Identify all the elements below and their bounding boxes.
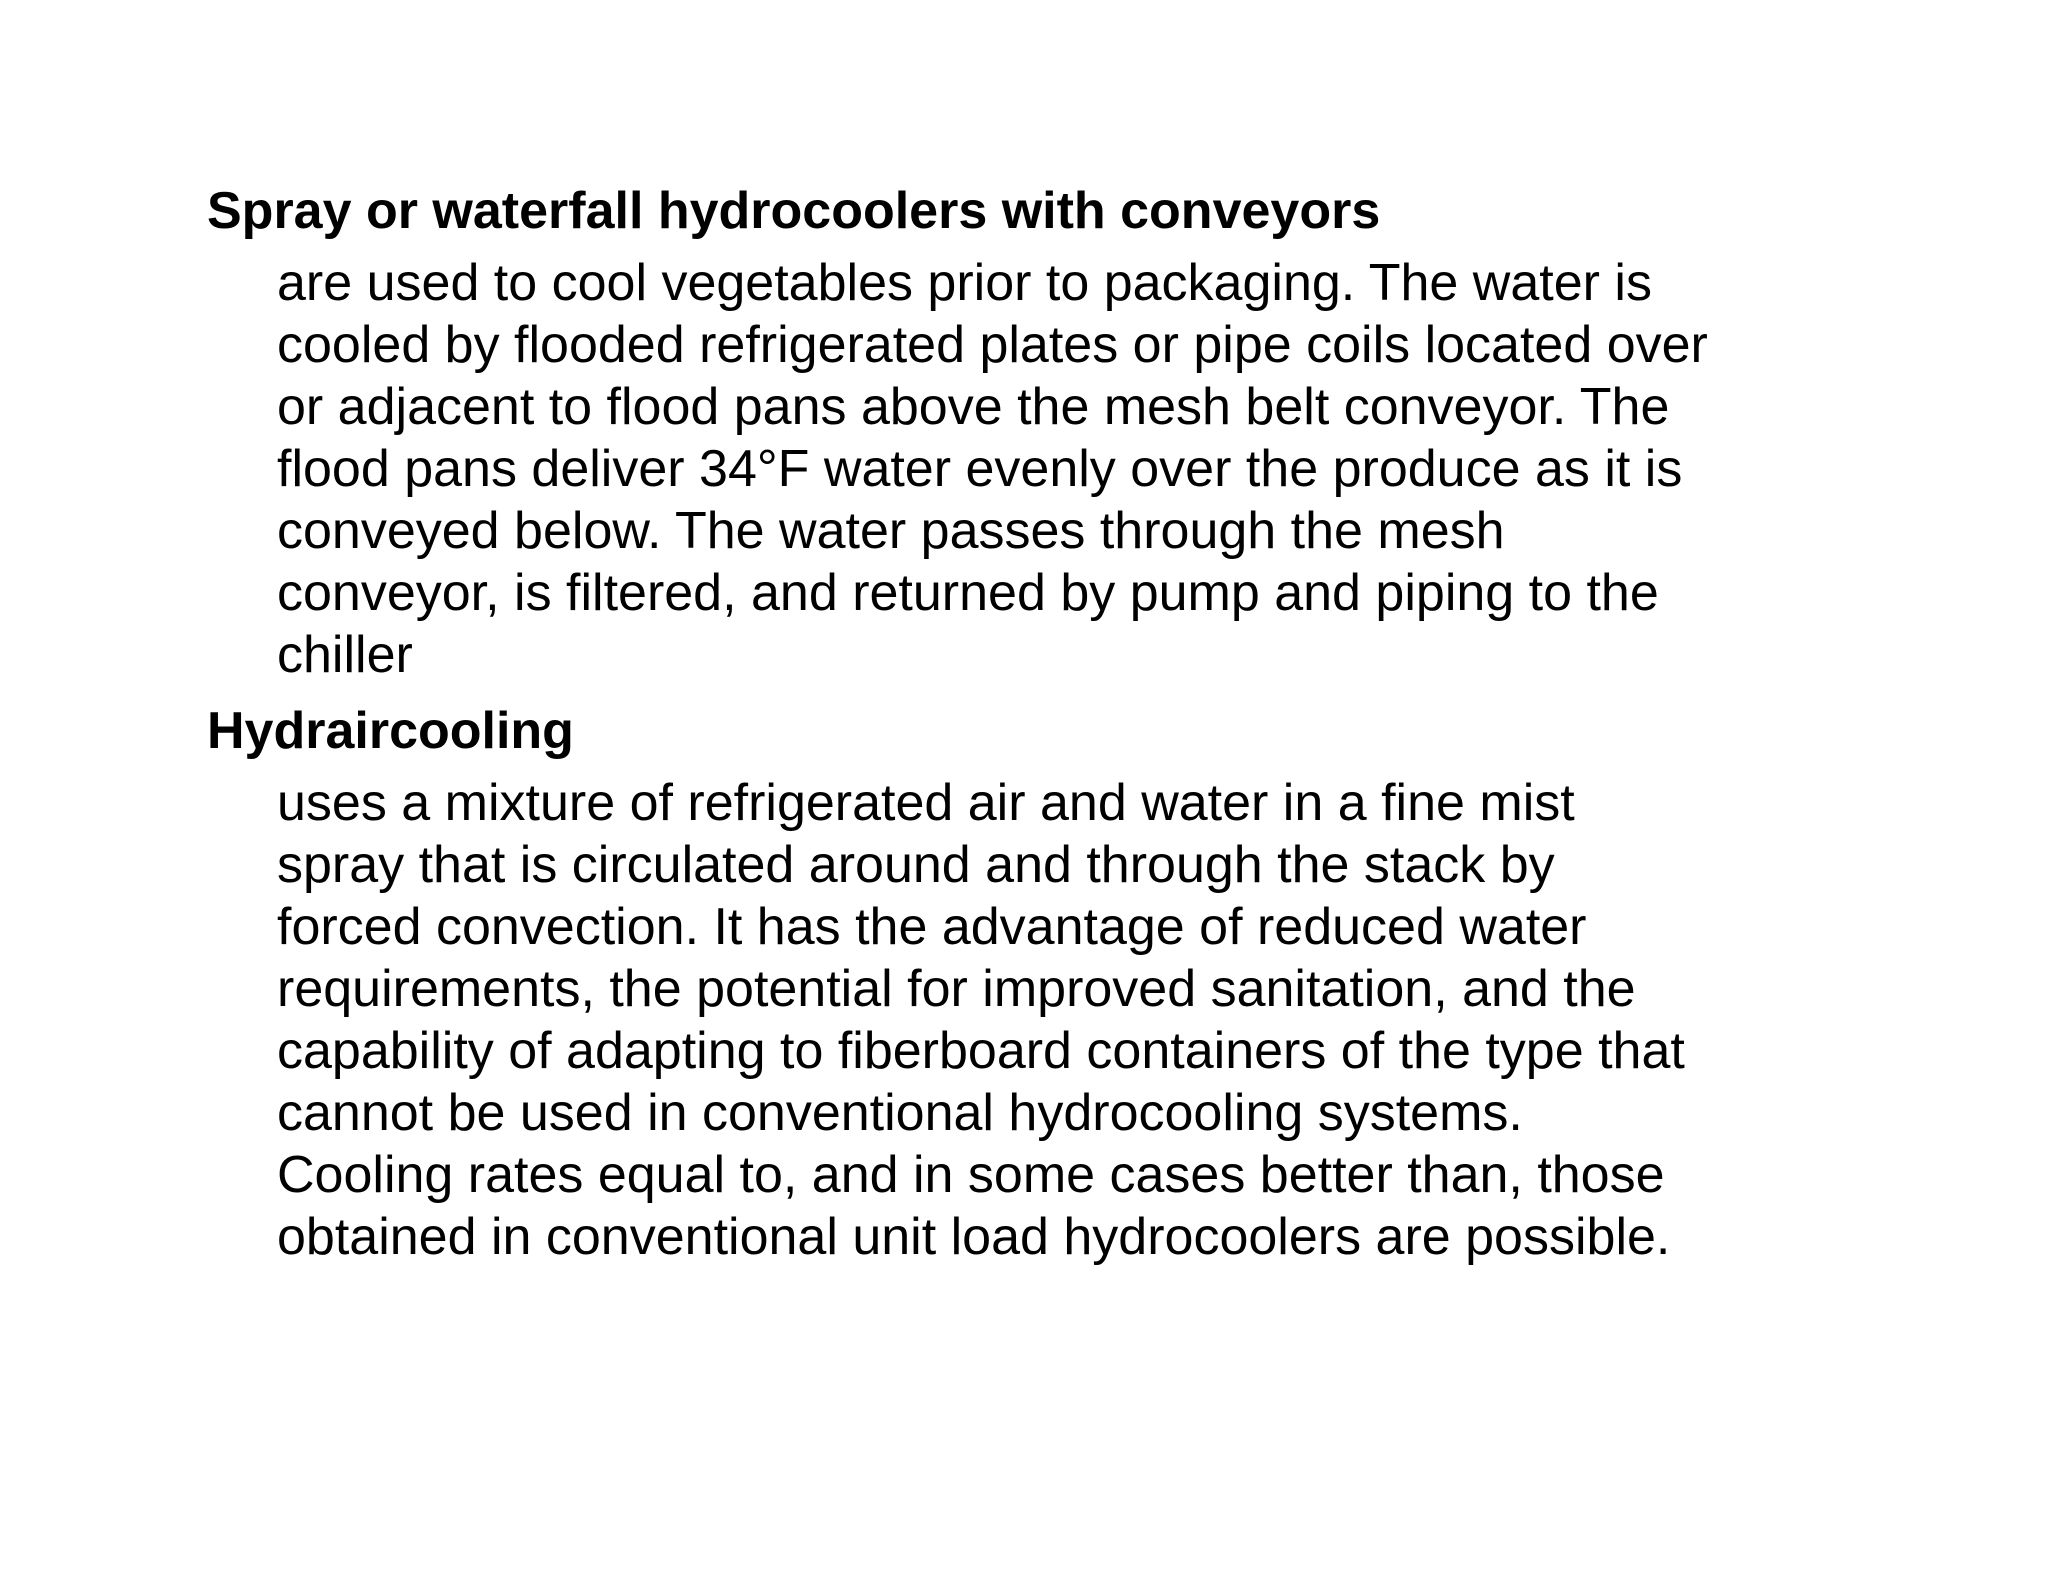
- definition-line: spray that is circulated around and through the stack by: [277, 836, 1555, 894]
- definition-hydraircooling: [277, 772, 1685, 1268]
- definition-line: capability of adapting to fiberboard containers of the type that: [277, 1022, 1685, 1080]
- definition-line: are used to cool vegetables prior to packaging. The water is: [277, 254, 1652, 312]
- definition-line: Cooling rates equal to, and in some cases better than, those: [277, 1146, 1665, 1204]
- definition-line: forced convection. It has the advantage of reduced water: [277, 898, 1587, 956]
- definition-line: chiller: [277, 626, 413, 684]
- definition-line: conveyor, is filtered, and returned by pump and piping to the: [277, 564, 1659, 622]
- definition-line: cannot be used in conventional hydrocooling systems.: [277, 1084, 1523, 1142]
- definition-line: conveyed below. The water passes through the mesh: [277, 502, 1505, 560]
- definition-line: obtained in conventional unit load hydrocoolers are possible.: [277, 1208, 1671, 1266]
- term-hydraircooling: Hydraircooling: [207, 702, 574, 760]
- definition-line: uses a mixture of refrigerated air and water in a fine mist: [277, 774, 1575, 832]
- definition-line: flood pans deliver 34°F water evenly over the produce as it is: [277, 440, 1683, 498]
- definition-line: cooled by flooded refrigerated plates or pipe coils located over: [277, 316, 1708, 374]
- definition-line: or adjacent to flood pans above the mesh belt conveyor. The: [277, 378, 1670, 436]
- definition-line: requirements, the potential for improved sanitation, and the: [277, 960, 1636, 1018]
- term-spray-hydrocoolers: Spray or waterfall hydrocoolers with conveyors: [207, 182, 1381, 240]
- definition-spray-hydrocoolers: [277, 252, 1708, 686]
